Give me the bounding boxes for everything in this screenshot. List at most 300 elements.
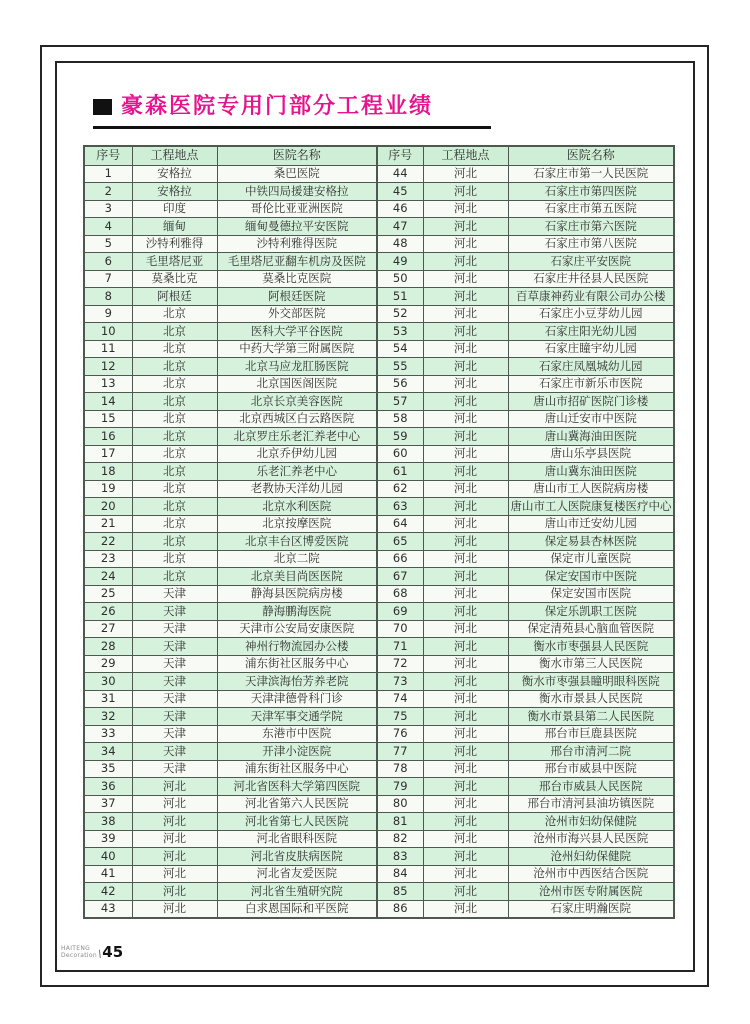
location-cell: 天津 [132,743,217,761]
hospital-cell: 石家庄市第四医院 [508,183,674,201]
seq-cell: 25 [84,585,132,603]
page-footer [59,945,125,960]
table-row [84,428,674,446]
hospital-cell: 浦东街社区服务中心 [217,655,377,673]
location-cell: 天津 [132,760,217,778]
seq-cell: 73 [377,673,423,691]
location-cell: 河北 [423,620,508,638]
seq-cell: 31 [84,690,132,708]
table-row [84,673,674,691]
location-cell: 河北 [423,795,508,813]
location-cell: 河北 [423,690,508,708]
seq-cell: 1 [84,165,132,183]
header-seq-right: 序号 [377,146,423,165]
location-cell: 河北 [423,218,508,236]
location-cell: 河北 [423,288,508,306]
table-row [84,778,674,796]
table-row [84,393,674,411]
hospital-cell: 静海县医院病房楼 [217,585,377,603]
location-cell: 河北 [423,445,508,463]
table-row [84,498,674,516]
hospital-cell: 河北省生殖研究院 [217,883,377,901]
hospital-cell: 北京美目尚医医院 [217,568,377,586]
table-row [84,655,674,673]
location-cell: 北京 [132,515,217,533]
seq-cell: 69 [377,603,423,621]
seq-cell: 15 [84,410,132,428]
hospital-cell: 毛里塔尼亚翻车机房及医院 [217,253,377,271]
hospital-cell: 北京丰台区博爱医院 [217,533,377,551]
location-cell: 天津 [132,655,217,673]
seq-cell: 76 [377,725,423,743]
seq-cell: 74 [377,690,423,708]
location-cell: 印度 [132,200,217,218]
hospital-cell: 唐山冀海油田医院 [508,428,674,446]
location-cell: 河北 [423,183,508,201]
seq-cell: 64 [377,515,423,533]
hospital-cell: 北京马应龙肛肠医院 [217,358,377,376]
seq-cell: 56 [377,375,423,393]
location-cell: 天津 [132,673,217,691]
seq-cell: 12 [84,358,132,376]
location-cell: 天津 [132,690,217,708]
table-row [84,515,674,533]
location-cell: 河北 [423,533,508,551]
hospital-cell: 石家庄市第五医院 [508,200,674,218]
table-row [84,288,674,306]
hospital-cell: 沧州市妇幼保健院 [508,813,674,831]
title-block [93,95,433,119]
hospital-cell: 沙特利雅得医院 [217,235,377,253]
table-row [84,760,674,778]
table-row [84,375,674,393]
location-cell: 河北 [132,883,217,901]
table-row [84,795,674,813]
table-row [84,603,674,621]
table-row [84,305,674,323]
hospital-cell: 保定安国市中医院 [508,568,674,586]
table-row [84,620,674,638]
seq-cell: 48 [377,235,423,253]
location-cell: 河北 [132,865,217,883]
seq-cell: 85 [377,883,423,901]
location-cell: 北京 [132,410,217,428]
seq-cell: 27 [84,620,132,638]
location-cell: 北京 [132,463,217,481]
hospital-cell: 唐山市工人医院病房楼 [508,480,674,498]
seq-cell: 68 [377,585,423,603]
seq-cell: 29 [84,655,132,673]
seq-cell: 8 [84,288,132,306]
location-cell: 北京 [132,375,217,393]
hospital-cell: 邢台市清河县油坊镇医院 [508,795,674,813]
hospital-cell: 邢台市巨鹿县医院 [508,725,674,743]
seq-cell: 72 [377,655,423,673]
seq-cell: 28 [84,638,132,656]
location-cell: 北京 [132,445,217,463]
seq-cell: 21 [84,515,132,533]
hospital-cell: 石家庄市第一人民医院 [508,165,674,183]
seq-cell: 7 [84,270,132,288]
seq-cell: 10 [84,323,132,341]
location-cell: 河北 [423,323,508,341]
hospital-cell: 沧州妇幼保健院 [508,848,674,866]
hospital-cell: 邢台市威县人民医院 [508,778,674,796]
hospital-cell: 唐山冀东油田医院 [508,463,674,481]
header-seq-left: 序号 [84,146,132,165]
seq-cell: 63 [377,498,423,516]
hospital-cell: 河北省皮肤病医院 [217,848,377,866]
brand-line2: Decoration [61,952,97,960]
hospital-cell: 保定易县杏林医院 [508,533,674,551]
hospital-cell: 石家庄市第六医院 [508,218,674,236]
seq-cell: 58 [377,410,423,428]
seq-cell: 5 [84,235,132,253]
brand-text [61,946,97,960]
hospital-cell: 石家庄市新乐市医院 [508,375,674,393]
hospital-cell: 浦东街社区服务中心 [217,760,377,778]
location-cell: 河北 [423,900,508,918]
table-row [84,340,674,358]
seq-cell: 77 [377,743,423,761]
location-cell: 河北 [423,410,508,428]
hospital-cell: 莫桑比克医院 [217,270,377,288]
location-cell: 河北 [423,585,508,603]
hospital-cell: 河北省友爱医院 [217,865,377,883]
hospital-cell: 哥伦比亚亚洲医院 [217,200,377,218]
seq-cell: 50 [377,270,423,288]
hospital-cell: 北京按摩医院 [217,515,377,533]
location-cell: 安格拉 [132,183,217,201]
hospital-cell: 衡水市景县第二人民医院 [508,708,674,726]
seq-cell: 81 [377,813,423,831]
location-cell: 河北 [423,515,508,533]
hospital-cell: 乐老汇养老中心 [217,463,377,481]
seq-cell: 83 [377,848,423,866]
hospital-cell: 邢台市威县中医院 [508,760,674,778]
seq-cell: 6 [84,253,132,271]
location-cell: 毛里塔尼亚 [132,253,217,271]
hospital-cell: 石家庄阳光幼儿园 [508,323,674,341]
location-cell: 河北 [423,865,508,883]
seq-cell: 80 [377,795,423,813]
hospital-cell: 石家庄小豆芽幼儿园 [508,305,674,323]
seq-cell: 33 [84,725,132,743]
location-cell: 河北 [423,638,508,656]
location-cell: 河北 [132,778,217,796]
brand-line1: HAITENG [61,945,91,953]
seq-cell: 62 [377,480,423,498]
seq-cell: 43 [84,900,132,918]
table-row [84,253,674,271]
hospital-cell: 开津小淀医院 [217,743,377,761]
seq-cell: 60 [377,445,423,463]
seq-cell: 38 [84,813,132,831]
hospital-cell: 邢台市清河二院 [508,743,674,761]
table-row [84,830,674,848]
table-row [84,743,674,761]
location-cell: 北京 [132,305,217,323]
hospital-cell: 唐山迁安市中医院 [508,410,674,428]
table-row [84,165,674,183]
location-cell: 沙特利雅得 [132,235,217,253]
hospital-cell: 石家庄凤凰城幼儿园 [508,358,674,376]
table-row [84,848,674,866]
location-cell: 河北 [423,393,508,411]
location-cell: 北京 [132,498,217,516]
seq-cell: 14 [84,393,132,411]
hospital-cell: 石家庄井径县人民医院 [508,270,674,288]
hospital-cell: 唐山市招矿医院门诊楼 [508,393,674,411]
hospital-cell: 石家庄瞳宇幼儿园 [508,340,674,358]
header-hospital-left: 医院名称 [217,146,377,165]
location-cell: 河北 [423,760,508,778]
location-cell: 河北 [423,270,508,288]
table-row [84,323,674,341]
seq-cell: 11 [84,340,132,358]
hospital-cell: 北京长京美容医院 [217,393,377,411]
seq-cell: 54 [377,340,423,358]
hospital-cell: 神州行物流园办公楼 [217,638,377,656]
hospital-cell: 阿根廷医院 [217,288,377,306]
hospital-cell: 唐山市工人医院康复楼医疗中心 [508,498,674,516]
seq-cell: 45 [377,183,423,201]
table-row [84,638,674,656]
location-cell: 北京 [132,480,217,498]
location-cell: 河北 [423,428,508,446]
location-cell: 天津 [132,603,217,621]
seq-cell: 3 [84,200,132,218]
hospital-cell: 沧州市海兴县人民医院 [508,830,674,848]
table-row [84,235,674,253]
hospital-cell: 桑巴医院 [217,165,377,183]
location-cell: 阿根廷 [132,288,217,306]
hospital-cell: 唐山乐亭县医院 [508,445,674,463]
location-cell: 河北 [423,830,508,848]
seq-cell: 86 [377,900,423,918]
table-row [84,463,674,481]
table-row [84,480,674,498]
seq-cell: 65 [377,533,423,551]
location-cell: 河北 [423,463,508,481]
location-cell: 北京 [132,533,217,551]
table-row [84,358,674,376]
table-row [84,708,674,726]
hospital-cell: 北京二院 [217,550,377,568]
title-bullet-square [93,99,112,115]
seq-cell: 20 [84,498,132,516]
hospital-cell: 天津市公安局安康医院 [217,620,377,638]
hospital-cell: 衡水市第三人民医院 [508,655,674,673]
table-header [84,146,674,165]
hospital-cell: 沧州市医专附属医院 [508,883,674,901]
seq-cell: 30 [84,673,132,691]
header-location-left: 工程地点 [132,146,217,165]
location-cell: 北京 [132,428,217,446]
location-cell: 天津 [132,585,217,603]
table-row [84,585,674,603]
seq-cell: 18 [84,463,132,481]
table-row [84,218,674,236]
hospital-cell: 外交部医院 [217,305,377,323]
seq-cell: 37 [84,795,132,813]
location-cell: 河北 [423,550,508,568]
location-cell: 河北 [423,165,508,183]
seq-cell: 51 [377,288,423,306]
hospital-cell: 石家庄市第八医院 [508,235,674,253]
table-row [84,883,674,901]
location-cell: 河北 [423,498,508,516]
hospital-cell: 老教协天洋幼儿园 [217,480,377,498]
hospital-cell: 北京水利医院 [217,498,377,516]
hospital-cell: 保定安国市医院 [508,585,674,603]
location-cell: 河北 [423,568,508,586]
location-cell: 天津 [132,708,217,726]
hospital-cell: 河北省眼科医院 [217,830,377,848]
location-cell: 缅甸 [132,218,217,236]
location-cell: 天津 [132,620,217,638]
location-cell: 河北 [423,725,508,743]
location-cell: 北京 [132,568,217,586]
location-cell: 河北 [423,883,508,901]
seq-cell: 40 [84,848,132,866]
table-row [84,445,674,463]
hospital-cell: 保定清苑县心脑血管医院 [508,620,674,638]
seq-cell: 55 [377,358,423,376]
location-cell: 北京 [132,323,217,341]
seq-cell: 75 [377,708,423,726]
location-cell: 安格拉 [132,165,217,183]
location-cell: 河北 [423,200,508,218]
seq-cell: 82 [377,830,423,848]
seq-cell: 9 [84,305,132,323]
hospital-cell: 衡水市枣强县人民医院 [508,638,674,656]
seq-cell: 34 [84,743,132,761]
location-cell: 河北 [423,813,508,831]
location-cell: 河北 [132,813,217,831]
hospital-cell: 天津津德骨科门诊 [217,690,377,708]
seq-cell: 53 [377,323,423,341]
seq-cell: 17 [84,445,132,463]
seq-cell: 2 [84,183,132,201]
table-row [84,865,674,883]
title-underline [93,126,491,129]
header-location-right: 工程地点 [423,146,508,165]
hospital-cell: 静海鹏海医院 [217,603,377,621]
location-cell: 河北 [132,900,217,918]
hospital-cell: 沧州市中西医结合医院 [508,865,674,883]
hospital-cell: 北京罗庄乐老汇养老中心 [217,428,377,446]
hospital-cell: 北京乔伊幼儿园 [217,445,377,463]
seq-cell: 23 [84,550,132,568]
hospital-cell: 北京国医阁医院 [217,375,377,393]
hospital-cell: 石家庄明瀚医院 [508,900,674,918]
seq-cell: 46 [377,200,423,218]
location-cell: 河北 [423,480,508,498]
table-row [84,410,674,428]
hospital-cell: 天津滨海怡芳养老院 [217,673,377,691]
location-cell: 河北 [423,708,508,726]
seq-cell: 47 [377,218,423,236]
seq-cell: 59 [377,428,423,446]
seq-cell: 16 [84,428,132,446]
table-body [84,165,674,918]
page-number: 45 [102,943,124,961]
location-cell: 北京 [132,358,217,376]
seq-cell: 4 [84,218,132,236]
seq-cell: 71 [377,638,423,656]
seq-cell: 61 [377,463,423,481]
hospital-cell: 缅甸曼德拉平安医院 [217,218,377,236]
location-cell: 天津 [132,638,217,656]
hospital-cell: 石家庄平安医院 [508,253,674,271]
seq-cell: 52 [377,305,423,323]
table-row [84,813,674,831]
seq-cell: 44 [377,165,423,183]
table-row [84,550,674,568]
seq-cell: 32 [84,708,132,726]
table-row [84,533,674,551]
outer-page-frame [40,45,709,987]
table-row [84,900,674,918]
hospital-cell: 保定乐凯职工医院 [508,603,674,621]
seq-cell: 35 [84,760,132,778]
hospital-cell: 河北省第六人民医院 [217,795,377,813]
seq-cell: 49 [377,253,423,271]
seq-cell: 66 [377,550,423,568]
location-cell: 河北 [423,848,508,866]
hospital-cell: 东港市中医院 [217,725,377,743]
hospital-cell: 百草康神药业有限公司办公楼 [508,288,674,306]
inner-page-frame [55,61,695,972]
hospital-cell: 河北省第七人民医院 [217,813,377,831]
location-cell: 河北 [423,340,508,358]
seq-cell: 36 [84,778,132,796]
seq-cell: 78 [377,760,423,778]
seq-cell: 13 [84,375,132,393]
seq-cell: 79 [377,778,423,796]
location-cell: 河北 [423,305,508,323]
hospital-cell: 中铁四局援建安格拉 [217,183,377,201]
location-cell: 河北 [132,848,217,866]
location-cell: 河北 [423,603,508,621]
seq-cell: 24 [84,568,132,586]
seq-cell: 57 [377,393,423,411]
location-cell: 河北 [423,253,508,271]
location-cell: 河北 [423,743,508,761]
hospital-cell: 保定市儿童医院 [508,550,674,568]
projects-table [83,145,675,919]
seq-cell: 22 [84,533,132,551]
seq-cell: 26 [84,603,132,621]
hospital-cell: 天津军事交通学院 [217,708,377,726]
hospital-cell: 河北省医科大学第四医院 [217,778,377,796]
hospital-cell: 唐山市迁安幼儿园 [508,515,674,533]
seq-cell: 70 [377,620,423,638]
location-cell: 河北 [423,375,508,393]
projects-table-wrap [83,145,675,919]
location-cell: 河北 [423,673,508,691]
hospital-cell: 白求恩国际和平医院 [217,900,377,918]
location-cell: 河北 [132,830,217,848]
table-row [84,568,674,586]
location-cell: 河北 [423,655,508,673]
brand-slash: \ [96,949,103,960]
seq-cell: 41 [84,865,132,883]
hospital-cell: 北京西城区白云路医院 [217,410,377,428]
page-title: 豪森医院专用门部分工程业绩 [121,94,434,119]
header-hospital-right: 医院名称 [508,146,674,165]
